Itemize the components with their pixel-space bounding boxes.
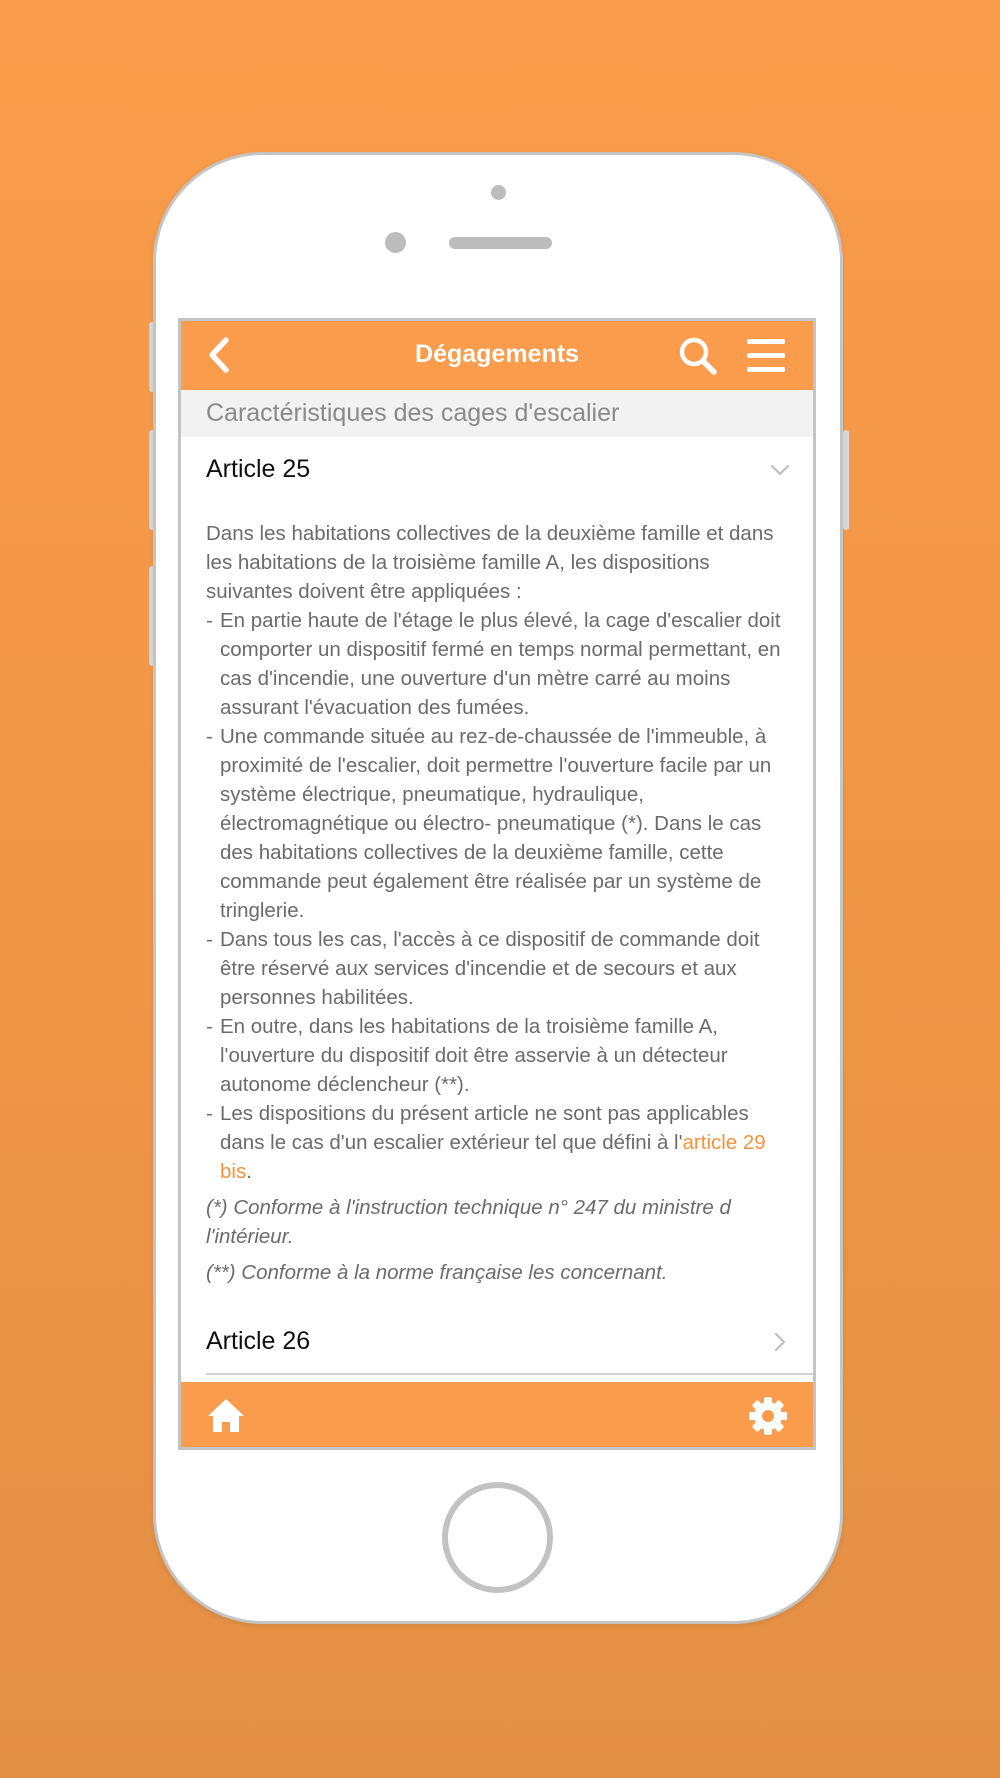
phone-front-camera bbox=[385, 232, 406, 253]
phone-sensor bbox=[491, 185, 506, 200]
article-intro: Dans les habitations collectives de la deuxième famille et dans les habitations de la troisième famille A, les dispositions suivantes doivent être appliquées : bbox=[206, 522, 774, 603]
article-25-content bbox=[206, 519, 796, 1287]
list-item: - En outre, dans les habitations de la troisième famille A, l'ouverture du dispositif doit être asservie à un détecteur autonome déclencheur (**). bbox=[206, 1012, 796, 1099]
article-provisions-list bbox=[206, 606, 796, 1186]
back-button[interactable] bbox=[201, 335, 241, 375]
list-item: - En partie haute de l'étage le plus élevé, la cage d'escalier doit comporter un dispositif fermé en temps normal permettant, en cas d'incendie, une ouverture d'un mètre carré au moins assurant l'évacuation des fumées. bbox=[206, 606, 796, 722]
phone-side-button-power bbox=[843, 430, 849, 530]
list-divider bbox=[206, 1373, 813, 1375]
chevron-right-icon bbox=[769, 1331, 791, 1353]
last-item-suffix: . bbox=[246, 1160, 252, 1183]
chevron-down-icon bbox=[769, 459, 791, 481]
article-25-row[interactable] bbox=[181, 437, 813, 501]
phone-speaker bbox=[449, 237, 552, 249]
menu-button[interactable] bbox=[745, 335, 787, 377]
gear-icon bbox=[748, 1396, 788, 1436]
home-nav-button[interactable] bbox=[206, 1396, 246, 1436]
section-header bbox=[181, 390, 813, 437]
list-item bbox=[206, 1099, 796, 1186]
article-26-label: Article 26 bbox=[206, 1327, 311, 1355]
search-button[interactable] bbox=[677, 335, 719, 377]
article-29-bis-link[interactable]: article 29 bis bbox=[220, 1131, 766, 1183]
article-25-label: Article 25 bbox=[206, 455, 311, 483]
section-title: Caractéristiques des cages d'escalier bbox=[206, 399, 620, 427]
footnote-1: (*) Conforme à l'instruction technique n° 247 du ministre d l'intérieur. bbox=[206, 1196, 731, 1248]
app-screen bbox=[178, 318, 816, 1450]
search-icon bbox=[677, 335, 719, 377]
list-item: - Une commande située au rez-de-chaussée de l'immeuble, à proximité de l'escalier, doit permettre l'ouverture facile par un système électrique, pneumatique, hydraulique, électromagnétique ou électro- pneumatique (*). Dans le cas des habitations collectives de la deuxième famille, cette commande peut également être réalisée par un système de tringlerie. bbox=[206, 722, 796, 925]
phone-home-button[interactable] bbox=[442, 1482, 553, 1593]
bottom-app-bar bbox=[181, 1382, 813, 1450]
settings-nav-button[interactable] bbox=[748, 1396, 788, 1436]
top-app-bar bbox=[181, 321, 813, 390]
last-item-text: Les dispositions du présent article ne sont pas applicables dans le cas d'un escalier extérieur tel que défini à l' bbox=[220, 1102, 749, 1154]
footnote-2: (**) Conforme à la norme française les concernant. bbox=[206, 1261, 668, 1284]
chevron-left-icon bbox=[201, 335, 241, 375]
page-title: Dégagements bbox=[415, 340, 579, 368]
list-item: - Dans tous les cas, l'accès à ce dispositif de commande doit être réservé aux services d'incendie et de secours et aux personnes habilitées. bbox=[206, 925, 796, 1012]
home-icon bbox=[206, 1396, 246, 1436]
article-26-row[interactable] bbox=[181, 1309, 813, 1373]
hamburger-menu-icon bbox=[745, 335, 787, 377]
